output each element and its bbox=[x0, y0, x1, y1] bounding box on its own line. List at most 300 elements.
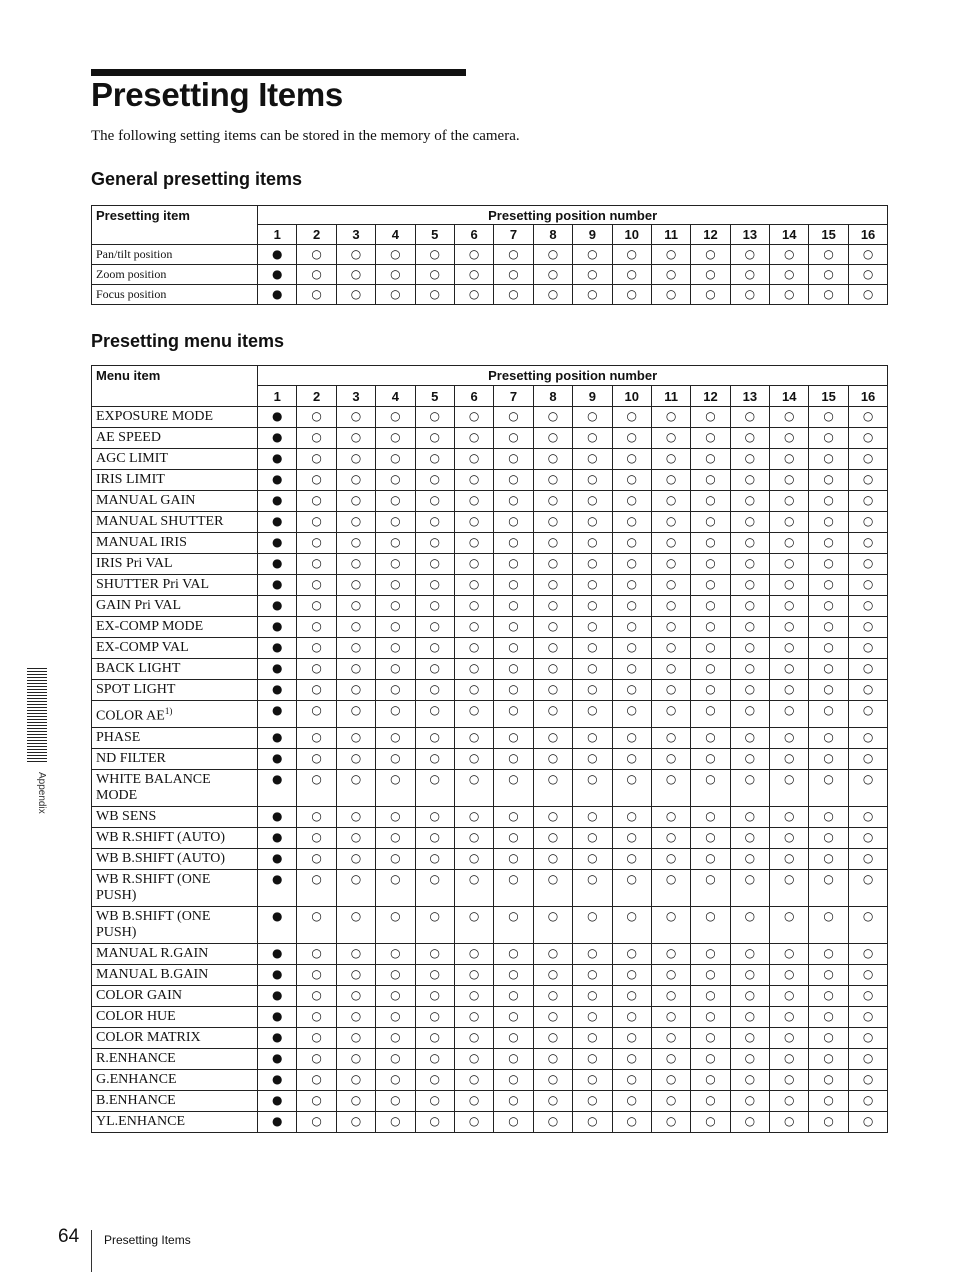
position-number: 4 bbox=[376, 225, 415, 245]
open-circle-icon: ○ bbox=[494, 1027, 533, 1048]
open-circle-icon: ○ bbox=[336, 449, 375, 470]
row-label bbox=[92, 638, 258, 659]
open-circle-icon: ○ bbox=[730, 964, 769, 985]
filled-circle-icon: ● bbox=[258, 1006, 297, 1027]
open-circle-icon: ○ bbox=[297, 428, 336, 449]
open-circle-icon: ○ bbox=[770, 827, 809, 848]
open-circle-icon: ○ bbox=[730, 1048, 769, 1069]
position-number: 16 bbox=[848, 225, 887, 245]
open-circle-icon: ○ bbox=[651, 285, 690, 305]
open-circle-icon: ○ bbox=[297, 512, 336, 533]
row-label-text: AGC LIMIT bbox=[96, 451, 168, 466]
open-circle-icon: ○ bbox=[848, 1111, 887, 1132]
open-circle-icon: ○ bbox=[691, 596, 730, 617]
open-circle-icon: ○ bbox=[336, 964, 375, 985]
open-circle-icon: ○ bbox=[573, 554, 612, 575]
open-circle-icon: ○ bbox=[770, 964, 809, 985]
open-circle-icon: ○ bbox=[730, 245, 769, 265]
open-circle-icon: ○ bbox=[848, 827, 887, 848]
open-circle-icon: ○ bbox=[691, 1111, 730, 1132]
open-circle-icon: ○ bbox=[612, 491, 651, 512]
open-circle-icon: ○ bbox=[297, 617, 336, 638]
open-circle-icon: ○ bbox=[651, 727, 690, 748]
open-circle-icon: ○ bbox=[809, 638, 848, 659]
position-number: 16 bbox=[848, 386, 887, 407]
open-circle-icon: ○ bbox=[415, 1069, 454, 1090]
filled-circle-icon: ● bbox=[258, 1027, 297, 1048]
table-row bbox=[92, 680, 888, 701]
position-number: 11 bbox=[651, 225, 690, 245]
open-circle-icon: ○ bbox=[415, 806, 454, 827]
open-circle-icon: ○ bbox=[336, 1111, 375, 1132]
open-circle-icon: ○ bbox=[848, 659, 887, 680]
open-circle-icon: ○ bbox=[297, 407, 336, 428]
open-circle-icon: ○ bbox=[494, 449, 533, 470]
open-circle-icon: ○ bbox=[651, 428, 690, 449]
open-circle-icon: ○ bbox=[297, 1006, 336, 1027]
filled-circle-icon: ● bbox=[258, 869, 297, 906]
open-circle-icon: ○ bbox=[336, 1006, 375, 1027]
open-circle-icon: ○ bbox=[573, 512, 612, 533]
row-label bbox=[92, 748, 258, 769]
open-circle-icon: ○ bbox=[494, 596, 533, 617]
open-circle-icon: ○ bbox=[730, 1027, 769, 1048]
open-circle-icon: ○ bbox=[297, 470, 336, 491]
open-circle-icon: ○ bbox=[651, 906, 690, 943]
open-circle-icon: ○ bbox=[454, 659, 493, 680]
filled-circle-icon: ● bbox=[258, 827, 297, 848]
open-circle-icon: ○ bbox=[730, 491, 769, 512]
open-circle-icon: ○ bbox=[336, 575, 375, 596]
open-circle-icon: ○ bbox=[612, 617, 651, 638]
open-circle-icon: ○ bbox=[573, 806, 612, 827]
row-label bbox=[92, 680, 258, 701]
row-label-text: MANUAL IRIS bbox=[96, 535, 187, 550]
open-circle-icon: ○ bbox=[730, 1069, 769, 1090]
open-circle-icon: ○ bbox=[415, 1048, 454, 1069]
open-circle-icon: ○ bbox=[809, 964, 848, 985]
open-circle-icon: ○ bbox=[848, 769, 887, 806]
open-circle-icon: ○ bbox=[809, 727, 848, 748]
open-circle-icon: ○ bbox=[415, 869, 454, 906]
filled-circle-icon: ● bbox=[258, 407, 297, 428]
open-circle-icon: ○ bbox=[809, 869, 848, 906]
footer-section: Presetting Items bbox=[104, 1233, 191, 1247]
row-label-text: R.ENHANCE bbox=[96, 1050, 176, 1066]
filled-circle-icon: ● bbox=[258, 491, 297, 512]
open-circle-icon: ○ bbox=[494, 1090, 533, 1111]
open-circle-icon: ○ bbox=[376, 1006, 415, 1027]
open-circle-icon: ○ bbox=[809, 428, 848, 449]
open-circle-icon: ○ bbox=[454, 827, 493, 848]
open-circle-icon: ○ bbox=[376, 1111, 415, 1132]
open-circle-icon: ○ bbox=[691, 512, 730, 533]
open-circle-icon: ○ bbox=[336, 985, 375, 1006]
row-label-text: COLOR GAIN bbox=[96, 987, 182, 1003]
intro-text: The following setting items can be stored in the memory of the camera. bbox=[91, 128, 520, 144]
open-circle-icon: ○ bbox=[533, 575, 572, 596]
open-circle-icon: ○ bbox=[770, 748, 809, 769]
open-circle-icon: ○ bbox=[336, 1048, 375, 1069]
open-circle-icon: ○ bbox=[415, 680, 454, 701]
open-circle-icon: ○ bbox=[651, 985, 690, 1006]
filled-circle-icon: ● bbox=[258, 554, 297, 575]
position-number: 15 bbox=[809, 386, 848, 407]
open-circle-icon: ○ bbox=[651, 265, 690, 285]
open-circle-icon: ○ bbox=[730, 680, 769, 701]
open-circle-icon: ○ bbox=[809, 1006, 848, 1027]
open-circle-icon: ○ bbox=[809, 596, 848, 617]
open-circle-icon: ○ bbox=[336, 245, 375, 265]
open-circle-icon: ○ bbox=[336, 727, 375, 748]
open-circle-icon: ○ bbox=[573, 659, 612, 680]
open-circle-icon: ○ bbox=[848, 1069, 887, 1090]
open-circle-icon: ○ bbox=[651, 964, 690, 985]
open-circle-icon: ○ bbox=[573, 1048, 612, 1069]
open-circle-icon: ○ bbox=[691, 943, 730, 964]
open-circle-icon: ○ bbox=[454, 964, 493, 985]
table-row bbox=[92, 1090, 888, 1111]
open-circle-icon: ○ bbox=[651, 596, 690, 617]
open-circle-icon: ○ bbox=[494, 906, 533, 943]
open-circle-icon: ○ bbox=[376, 659, 415, 680]
open-circle-icon: ○ bbox=[494, 680, 533, 701]
position-number: 1 bbox=[258, 386, 297, 407]
open-circle-icon: ○ bbox=[770, 617, 809, 638]
open-circle-icon: ○ bbox=[612, 748, 651, 769]
open-circle-icon: ○ bbox=[770, 769, 809, 806]
open-circle-icon: ○ bbox=[376, 943, 415, 964]
open-circle-icon: ○ bbox=[770, 638, 809, 659]
position-number: 13 bbox=[730, 225, 769, 245]
open-circle-icon: ○ bbox=[848, 554, 887, 575]
open-circle-icon: ○ bbox=[454, 512, 493, 533]
open-circle-icon: ○ bbox=[376, 806, 415, 827]
open-circle-icon: ○ bbox=[454, 701, 493, 728]
open-circle-icon: ○ bbox=[691, 827, 730, 848]
open-circle-icon: ○ bbox=[730, 869, 769, 906]
open-circle-icon: ○ bbox=[533, 449, 572, 470]
open-circle-icon: ○ bbox=[297, 848, 336, 869]
open-circle-icon: ○ bbox=[651, 769, 690, 806]
open-circle-icon: ○ bbox=[573, 533, 612, 554]
open-circle-icon: ○ bbox=[376, 701, 415, 728]
filled-circle-icon: ● bbox=[258, 964, 297, 985]
open-circle-icon: ○ bbox=[454, 1027, 493, 1048]
open-circle-icon: ○ bbox=[848, 680, 887, 701]
open-circle-icon: ○ bbox=[691, 428, 730, 449]
open-circle-icon: ○ bbox=[770, 806, 809, 827]
open-circle-icon: ○ bbox=[691, 533, 730, 554]
open-circle-icon: ○ bbox=[533, 827, 572, 848]
open-circle-icon: ○ bbox=[573, 964, 612, 985]
row-label bbox=[92, 701, 258, 728]
open-circle-icon: ○ bbox=[651, 701, 690, 728]
open-circle-icon: ○ bbox=[336, 638, 375, 659]
open-circle-icon: ○ bbox=[494, 806, 533, 827]
open-circle-icon: ○ bbox=[336, 848, 375, 869]
open-circle-icon: ○ bbox=[573, 596, 612, 617]
open-circle-icon: ○ bbox=[770, 491, 809, 512]
open-circle-icon: ○ bbox=[336, 701, 375, 728]
open-circle-icon: ○ bbox=[336, 470, 375, 491]
open-circle-icon: ○ bbox=[336, 407, 375, 428]
open-circle-icon: ○ bbox=[415, 245, 454, 265]
open-circle-icon: ○ bbox=[573, 1069, 612, 1090]
open-circle-icon: ○ bbox=[454, 470, 493, 491]
open-circle-icon: ○ bbox=[770, 470, 809, 491]
open-circle-icon: ○ bbox=[336, 428, 375, 449]
table-row bbox=[92, 265, 888, 285]
position-number: 1 bbox=[258, 225, 297, 245]
open-circle-icon: ○ bbox=[573, 943, 612, 964]
open-circle-icon: ○ bbox=[809, 285, 848, 305]
open-circle-icon: ○ bbox=[573, 906, 612, 943]
open-circle-icon: ○ bbox=[415, 428, 454, 449]
open-circle-icon: ○ bbox=[730, 806, 769, 827]
table-row bbox=[92, 964, 888, 985]
filled-circle-icon: ● bbox=[258, 1090, 297, 1111]
open-circle-icon: ○ bbox=[848, 806, 887, 827]
open-circle-icon: ○ bbox=[533, 727, 572, 748]
open-circle-icon: ○ bbox=[770, 1090, 809, 1111]
open-circle-icon: ○ bbox=[494, 769, 533, 806]
table-row bbox=[92, 1111, 888, 1132]
open-circle-icon: ○ bbox=[376, 1090, 415, 1111]
open-circle-icon: ○ bbox=[691, 680, 730, 701]
open-circle-icon: ○ bbox=[376, 449, 415, 470]
open-circle-icon: ○ bbox=[533, 491, 572, 512]
open-circle-icon: ○ bbox=[612, 512, 651, 533]
table-row bbox=[92, 596, 888, 617]
open-circle-icon: ○ bbox=[494, 1006, 533, 1027]
open-circle-icon: ○ bbox=[494, 943, 533, 964]
open-circle-icon: ○ bbox=[415, 575, 454, 596]
open-circle-icon: ○ bbox=[336, 659, 375, 680]
open-circle-icon: ○ bbox=[297, 1090, 336, 1111]
open-circle-icon: ○ bbox=[454, 554, 493, 575]
open-circle-icon: ○ bbox=[494, 827, 533, 848]
general-presetting-table bbox=[91, 205, 888, 305]
open-circle-icon: ○ bbox=[415, 701, 454, 728]
open-circle-icon: ○ bbox=[573, 1111, 612, 1132]
open-circle-icon: ○ bbox=[573, 680, 612, 701]
open-circle-icon: ○ bbox=[415, 533, 454, 554]
open-circle-icon: ○ bbox=[297, 533, 336, 554]
open-circle-icon: ○ bbox=[573, 407, 612, 428]
open-circle-icon: ○ bbox=[651, 575, 690, 596]
row-label-text: GAIN Pri VAL bbox=[96, 598, 182, 613]
filled-circle-icon: ● bbox=[258, 1111, 297, 1132]
row-label-text: G.ENHANCE bbox=[96, 1071, 177, 1087]
open-circle-icon: ○ bbox=[691, 617, 730, 638]
row-label bbox=[92, 1027, 258, 1048]
table-corner-label: Menu item bbox=[92, 366, 258, 407]
open-circle-icon: ○ bbox=[533, 906, 572, 943]
open-circle-icon: ○ bbox=[848, 285, 887, 305]
open-circle-icon: ○ bbox=[730, 533, 769, 554]
open-circle-icon: ○ bbox=[730, 265, 769, 285]
position-number: 9 bbox=[573, 386, 612, 407]
open-circle-icon: ○ bbox=[651, 449, 690, 470]
position-number: 7 bbox=[494, 386, 533, 407]
table-row bbox=[92, 491, 888, 512]
open-circle-icon: ○ bbox=[454, 1090, 493, 1111]
open-circle-icon: ○ bbox=[691, 449, 730, 470]
open-circle-icon: ○ bbox=[494, 701, 533, 728]
filled-circle-icon: ● bbox=[258, 943, 297, 964]
open-circle-icon: ○ bbox=[376, 1048, 415, 1069]
open-circle-icon: ○ bbox=[730, 285, 769, 305]
filled-circle-icon: ● bbox=[258, 1069, 297, 1090]
open-circle-icon: ○ bbox=[336, 1090, 375, 1111]
open-circle-icon: ○ bbox=[415, 1111, 454, 1132]
row-label bbox=[92, 848, 258, 869]
open-circle-icon: ○ bbox=[494, 265, 533, 285]
open-circle-icon: ○ bbox=[691, 659, 730, 680]
open-circle-icon: ○ bbox=[415, 265, 454, 285]
row-label-text: IRIS LIMIT bbox=[96, 472, 165, 487]
position-number: 12 bbox=[691, 225, 730, 245]
open-circle-icon: ○ bbox=[848, 449, 887, 470]
open-circle-icon: ○ bbox=[415, 554, 454, 575]
open-circle-icon: ○ bbox=[730, 1111, 769, 1132]
open-circle-icon: ○ bbox=[651, 638, 690, 659]
open-circle-icon: ○ bbox=[809, 575, 848, 596]
open-circle-icon: ○ bbox=[730, 659, 769, 680]
open-circle-icon: ○ bbox=[691, 575, 730, 596]
row-label bbox=[92, 407, 258, 428]
position-header: Presetting position number bbox=[258, 206, 888, 225]
open-circle-icon: ○ bbox=[336, 1069, 375, 1090]
open-circle-icon: ○ bbox=[573, 727, 612, 748]
table-row bbox=[92, 554, 888, 575]
open-circle-icon: ○ bbox=[573, 575, 612, 596]
filled-circle-icon: ● bbox=[258, 575, 297, 596]
open-circle-icon: ○ bbox=[651, 512, 690, 533]
open-circle-icon: ○ bbox=[494, 470, 533, 491]
row-label bbox=[92, 1069, 258, 1090]
open-circle-icon: ○ bbox=[770, 596, 809, 617]
open-circle-icon: ○ bbox=[691, 265, 730, 285]
open-circle-icon: ○ bbox=[730, 1090, 769, 1111]
open-circle-icon: ○ bbox=[494, 1111, 533, 1132]
position-number: 7 bbox=[494, 225, 533, 245]
open-circle-icon: ○ bbox=[376, 491, 415, 512]
open-circle-icon: ○ bbox=[376, 245, 415, 265]
open-circle-icon: ○ bbox=[454, 617, 493, 638]
open-circle-icon: ○ bbox=[376, 265, 415, 285]
open-circle-icon: ○ bbox=[454, 748, 493, 769]
open-circle-icon: ○ bbox=[297, 1048, 336, 1069]
open-circle-icon: ○ bbox=[573, 428, 612, 449]
open-circle-icon: ○ bbox=[376, 512, 415, 533]
open-circle-icon: ○ bbox=[809, 1027, 848, 1048]
open-circle-icon: ○ bbox=[533, 769, 572, 806]
open-circle-icon: ○ bbox=[809, 245, 848, 265]
open-circle-icon: ○ bbox=[573, 617, 612, 638]
open-circle-icon: ○ bbox=[573, 491, 612, 512]
open-circle-icon: ○ bbox=[454, 491, 493, 512]
open-circle-icon: ○ bbox=[651, 491, 690, 512]
open-circle-icon: ○ bbox=[651, 407, 690, 428]
open-circle-icon: ○ bbox=[651, 748, 690, 769]
open-circle-icon: ○ bbox=[651, 1048, 690, 1069]
open-circle-icon: ○ bbox=[376, 470, 415, 491]
open-circle-icon: ○ bbox=[494, 659, 533, 680]
open-circle-icon: ○ bbox=[336, 827, 375, 848]
open-circle-icon: ○ bbox=[533, 964, 572, 985]
open-circle-icon: ○ bbox=[691, 848, 730, 869]
open-circle-icon: ○ bbox=[809, 407, 848, 428]
position-number: 8 bbox=[533, 225, 572, 245]
open-circle-icon: ○ bbox=[415, 727, 454, 748]
open-circle-icon: ○ bbox=[454, 638, 493, 659]
open-circle-icon: ○ bbox=[573, 1090, 612, 1111]
open-circle-icon: ○ bbox=[848, 638, 887, 659]
open-circle-icon: ○ bbox=[573, 869, 612, 906]
open-circle-icon: ○ bbox=[415, 617, 454, 638]
open-circle-icon: ○ bbox=[573, 265, 612, 285]
table-row bbox=[92, 1048, 888, 1069]
open-circle-icon: ○ bbox=[573, 748, 612, 769]
open-circle-icon: ○ bbox=[651, 806, 690, 827]
open-circle-icon: ○ bbox=[651, 943, 690, 964]
open-circle-icon: ○ bbox=[612, 869, 651, 906]
open-circle-icon: ○ bbox=[691, 869, 730, 906]
open-circle-icon: ○ bbox=[770, 1006, 809, 1027]
open-circle-icon: ○ bbox=[415, 407, 454, 428]
open-circle-icon: ○ bbox=[809, 680, 848, 701]
open-circle-icon: ○ bbox=[297, 449, 336, 470]
row-label bbox=[92, 906, 258, 943]
open-circle-icon: ○ bbox=[494, 869, 533, 906]
open-circle-icon: ○ bbox=[651, 1111, 690, 1132]
open-circle-icon: ○ bbox=[848, 985, 887, 1006]
row-label bbox=[92, 869, 258, 906]
open-circle-icon: ○ bbox=[809, 943, 848, 964]
open-circle-icon: ○ bbox=[809, 491, 848, 512]
open-circle-icon: ○ bbox=[415, 964, 454, 985]
open-circle-icon: ○ bbox=[336, 285, 375, 305]
open-circle-icon: ○ bbox=[533, 554, 572, 575]
open-circle-icon: ○ bbox=[730, 596, 769, 617]
open-circle-icon: ○ bbox=[730, 985, 769, 1006]
open-circle-icon: ○ bbox=[297, 265, 336, 285]
open-circle-icon: ○ bbox=[297, 701, 336, 728]
open-circle-icon: ○ bbox=[730, 449, 769, 470]
open-circle-icon: ○ bbox=[297, 1069, 336, 1090]
row-label-text: COLOR AE bbox=[96, 708, 165, 724]
open-circle-icon: ○ bbox=[454, 407, 493, 428]
open-circle-icon: ○ bbox=[454, 1006, 493, 1027]
open-circle-icon: ○ bbox=[770, 701, 809, 728]
row-label-text: MANUAL GAIN bbox=[96, 493, 196, 508]
position-number: 10 bbox=[612, 386, 651, 407]
open-circle-icon: ○ bbox=[730, 943, 769, 964]
open-circle-icon: ○ bbox=[415, 943, 454, 964]
row-label-text: PHASE bbox=[96, 729, 141, 745]
open-circle-icon: ○ bbox=[809, 906, 848, 943]
open-circle-icon: ○ bbox=[651, 533, 690, 554]
open-circle-icon: ○ bbox=[415, 470, 454, 491]
open-circle-icon: ○ bbox=[730, 748, 769, 769]
open-circle-icon: ○ bbox=[730, 769, 769, 806]
open-circle-icon: ○ bbox=[573, 1006, 612, 1027]
position-number: 5 bbox=[415, 225, 454, 245]
open-circle-icon: ○ bbox=[612, 701, 651, 728]
row-label-text: ND FILTER bbox=[96, 750, 166, 766]
